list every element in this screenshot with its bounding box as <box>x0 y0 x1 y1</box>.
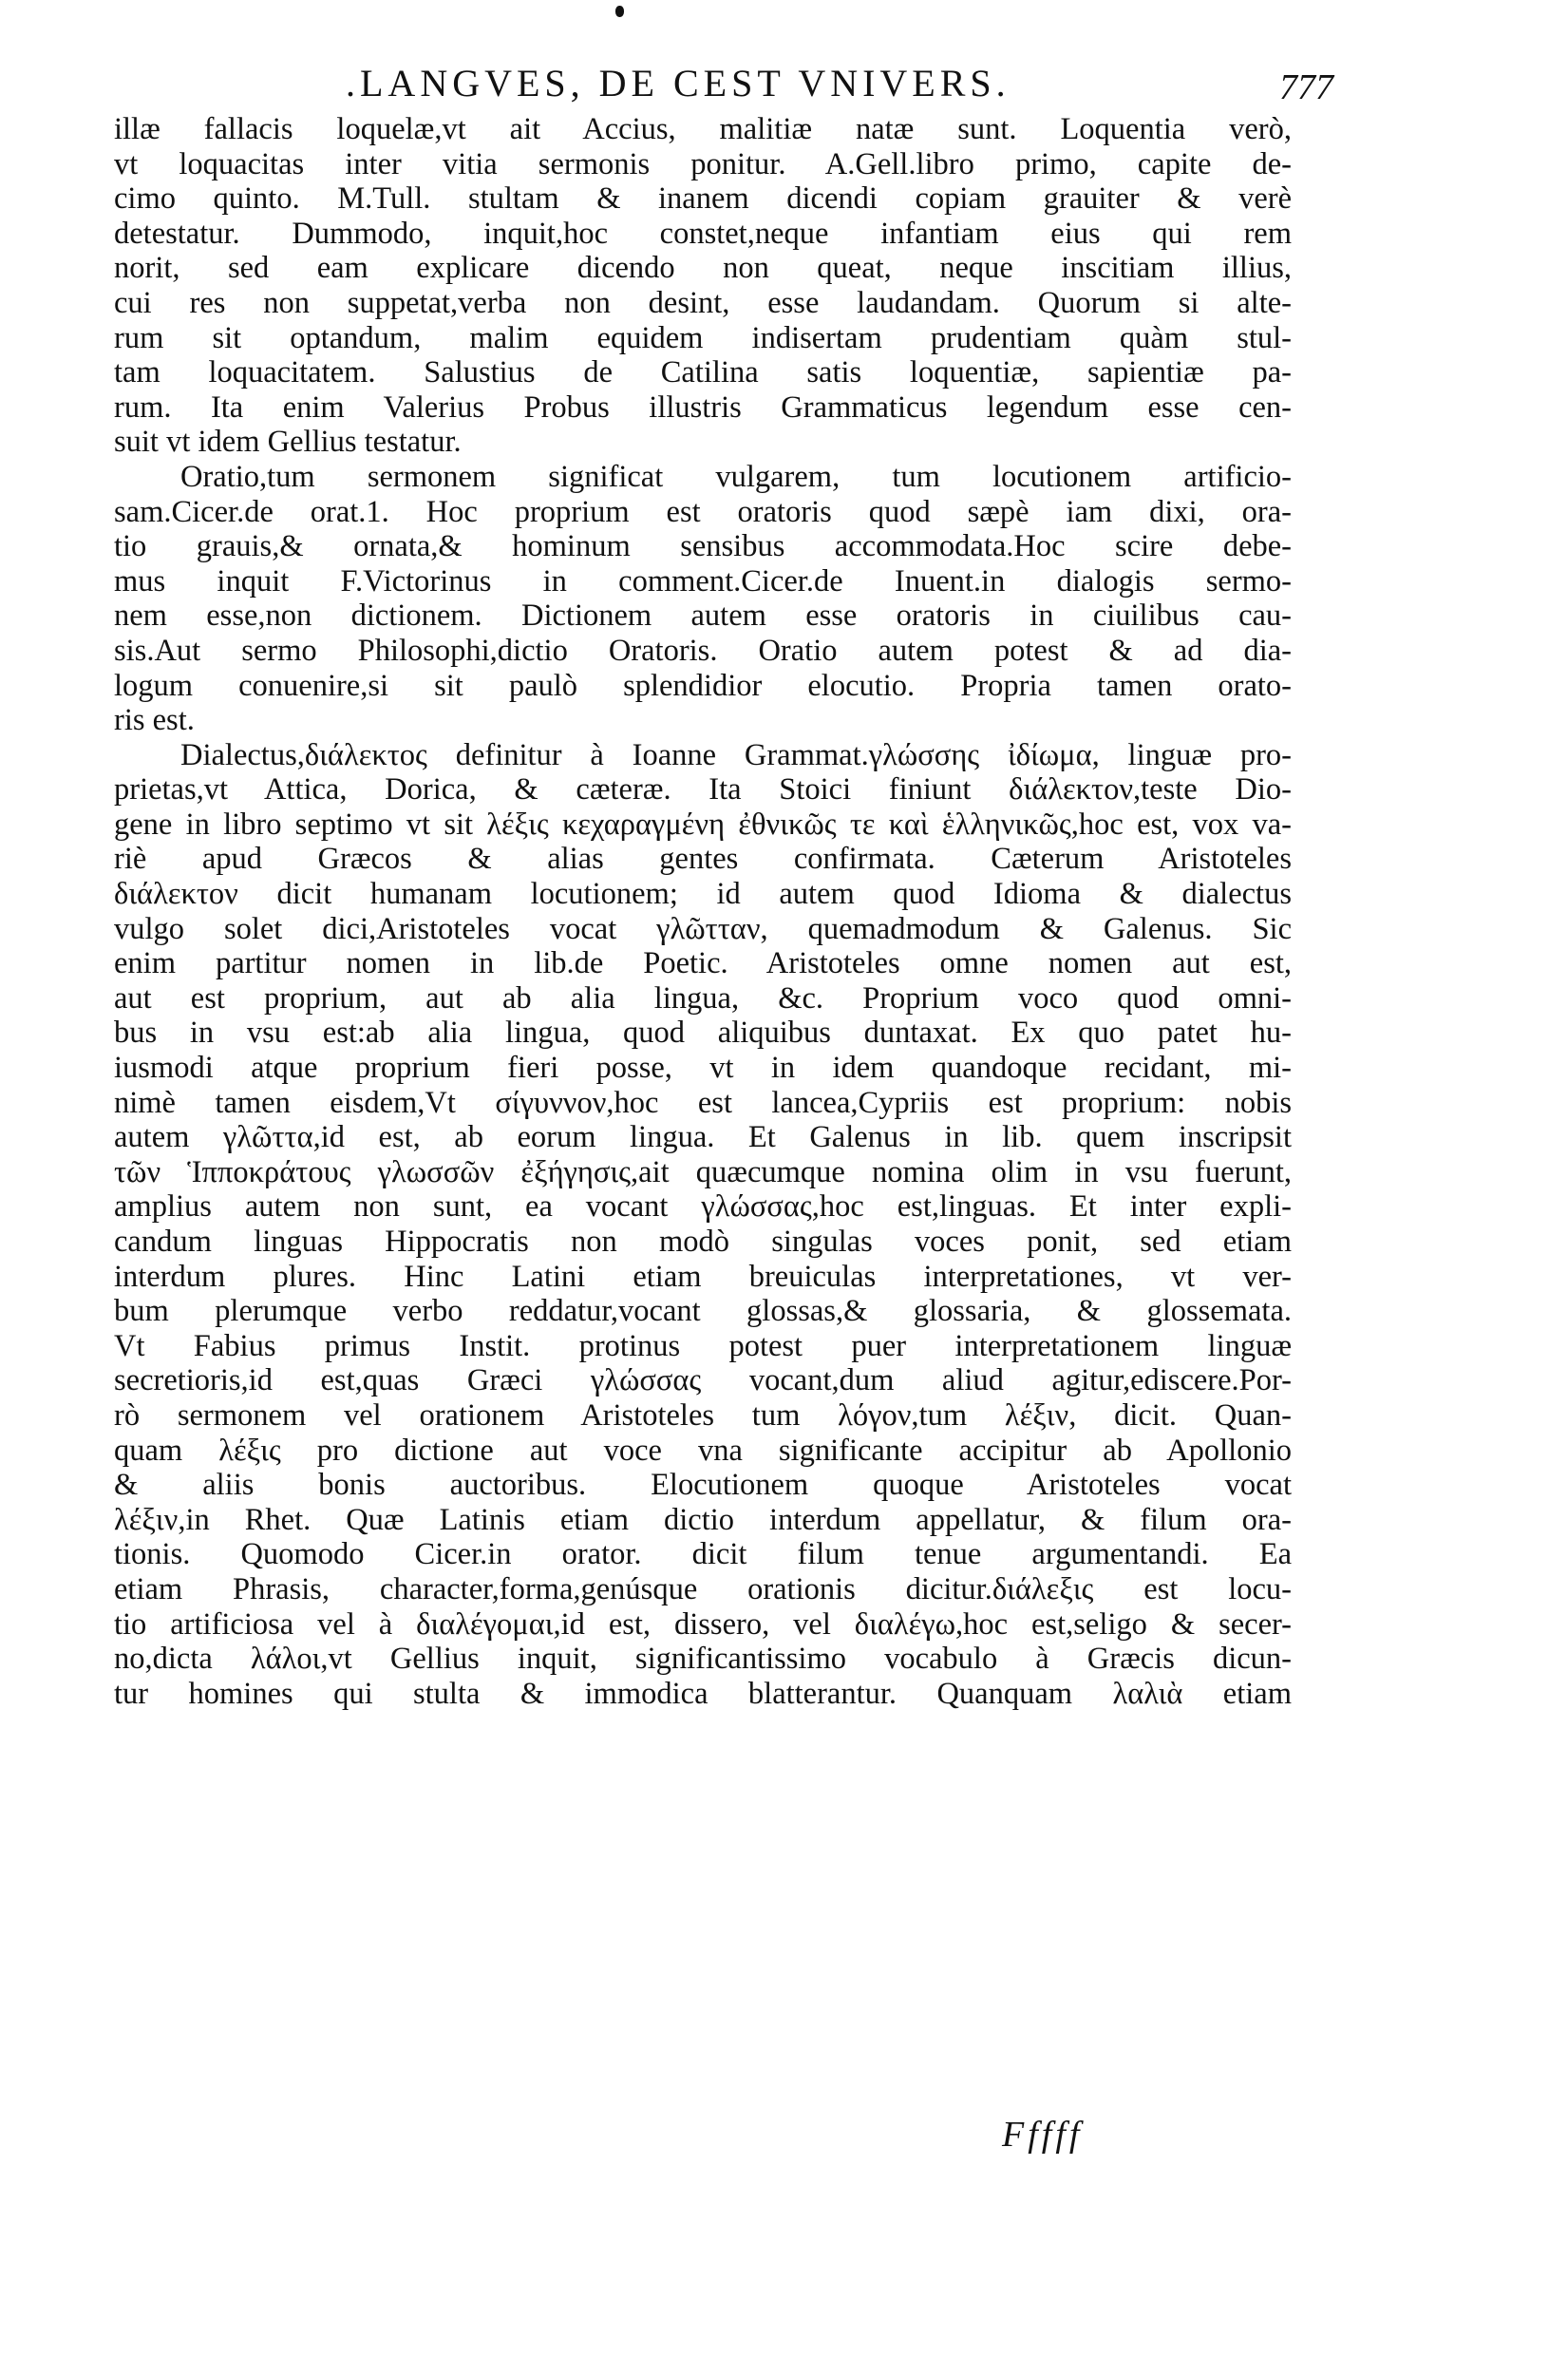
text-line: enim partitur nomen in lib.de Poetic. Aristoteles omne nomen aut est, <box>114 946 1292 981</box>
text-line: riè apud Græcos & alias gentes confirmata. Cæterum Aristoteles <box>114 842 1292 877</box>
text-line: ris est. <box>114 703 195 738</box>
body-text <box>114 112 1292 1711</box>
text-line: sam.Cicer.de orat.1. Hoc proprium est oratoris quod sæpè iam dixi, ora- <box>114 494 1292 529</box>
text-line: prietas,vt Attica, Dorica, & cæteræ. Ita Stoici finiunt διάλεκτον,teste Dio- <box>114 772 1292 808</box>
text-line: gene in libro septimo vt sit λέξις κεχαραγμένη ἐθνικῶς τε καὶ ἑλληνικῶς,hoc est, vox va- <box>114 807 1292 842</box>
text-line: secretioris,id est,quas Græci γλώσσας vocant,dum aliud agitur,ediscere.Por- <box>114 1363 1292 1398</box>
text-line: iusmodi atque proprium fieri posse, vt in idem quandoque recidant, mi- <box>114 1051 1292 1086</box>
text-line: norit, sed eam explicare dicendo non queat, neque inscitiam illius, <box>114 251 1292 286</box>
text-line: suit vt idem Gellius testatur. <box>114 425 462 460</box>
text-line: vt loquacitas inter vitia sermonis ponitur. A.Gell.libro primo, capite de- <box>114 146 1292 181</box>
text-line: sis.Aut sermo Philosophi,dictio Oratoris. Oratio autem potest & ad dia- <box>114 633 1292 668</box>
text-line: rum sit optandum, malim equidem indisertam prudentiam quàm stul- <box>114 320 1292 355</box>
text-line: cui res non suppetat,verba non desint, esse laudandam. Quorum si alte- <box>114 285 1292 320</box>
text-line: cimo quinto. M.Tull. stultam & inanem dicendi copiam grauiter & verè <box>114 181 1292 217</box>
text-line: Dialectus,διάλεκτος definitur à Ioanne Grammat.γλώσσης ἰδίωμα, linguæ pro- <box>180 737 1292 772</box>
signature-mark: Fffff <box>1002 2115 1084 2155</box>
text-line: interdum plures. Hinc Latini etiam breuiculas interpretationes, vt ver- <box>114 1259 1292 1294</box>
text-line: autem γλῶττα,id est, ab eorum lingua. Et Galenus in lib. quem inscripsit <box>114 1120 1292 1155</box>
text-line: candum linguas Hippocratis non modò singulas voces ponit, sed etiam <box>114 1225 1292 1259</box>
text-line: rò sermonem vel orationem Aristoteles tum λόγον,tum λέξιν, dicit. Quan- <box>114 1397 1292 1433</box>
text-line: bum plerumque verbo reddatur,vocant glossas,& glossaria, & glossemata. <box>114 1294 1292 1329</box>
text-line: amplius autem non sunt, ea vocant γλώσσας,hoc est,linguas. Et inter expli- <box>114 1189 1292 1225</box>
running-title: .LANGVES, DE CEST VNIVERS. <box>346 62 1011 104</box>
text-line: tio grauis,& ornata,& hominum sensibus accommodata.Hoc scire debe- <box>114 529 1292 564</box>
page-number: 777 <box>1279 67 1333 107</box>
text-line: rum. Ita enim Valerius Probus illustris Grammaticus legendum esse cen- <box>114 390 1292 425</box>
text-line: λέξιν,in Rhet. Quæ Latinis etiam dictio interdum appellatur, & filum ora- <box>114 1502 1292 1537</box>
text-line: mus inquit F.Victorinus in comment.Cicer.de Inuent.in dialogis sermo- <box>114 563 1292 598</box>
text-line: nem esse,non dictionem. Dictionem autem esse oratoris in ciuilibus cau- <box>114 598 1292 634</box>
text-line: tionis. Quomodo Cicer.in orator. dicit filum tenue argumentandi. Ea <box>114 1537 1292 1572</box>
text-line: aut est proprium, aut ab alia lingua, &c. Proprium voco quod omni- <box>114 980 1292 1016</box>
text-line: τῶν Ἱπποκράτους γλωσσῶν ἐξήγησις,ait quæcumque nomina olim in vsu fuerunt, <box>114 1154 1292 1189</box>
text-line: no,dicta λάλοι,vt Gellius inquit, significantissimo vocabulo à Græcis dicun- <box>114 1642 1292 1677</box>
text-line: vulgo solet dici,Aristoteles vocat γλῶτταν, quemadmodum & Galenus. Sic <box>114 911 1292 946</box>
text-line: logum conuenire,si sit paulò splendidior elocutio. Propria tamen orato- <box>114 668 1292 703</box>
text-line: διάλεκτον dicit humanam locutionem; id autem quod Idioma & dialectus <box>114 877 1292 912</box>
text-line: bus in vsu est:ab alia lingua, quod aliquibus duntaxat. Ex quo patet hu- <box>114 1016 1292 1051</box>
text-line: tam loquacitatem. Salustius de Catilina satis loquentiæ, sapientiæ pa- <box>114 355 1292 390</box>
text-line: detestatur. Dummodo, inquit,hoc constet,neque infantiam eius qui rem <box>114 216 1292 251</box>
text-line: quam λέξις pro dictione aut voce vna significante accipitur ab Apollonio <box>114 1433 1292 1468</box>
text-line: Vt Fabius primus Instit. protinus potest puer interpretationem linguæ <box>114 1328 1292 1363</box>
text-line: etiam Phrasis, character,forma,genúsque orationis dicitur.διάλεξις est locu- <box>114 1571 1292 1606</box>
text-line: tur homines qui stulta & immodica blatterantur. Quanquam λαλιὰ etiam <box>114 1676 1292 1711</box>
text-line: tio artificiosa vel à διαλέγομαι,id est, dissero, vel διαλέγω,hoc est,seligo & secer- <box>114 1606 1292 1642</box>
text-line: Oratio,tum sermonem significat vulgarem, tum locutionem artificio- <box>180 459 1292 494</box>
text-line: & aliis bonis auctoribus. Elocutionem quoque Aristoteles vocat <box>114 1468 1292 1503</box>
text-line: illæ fallacis loquelæ,vt ait Accius, malitiæ natæ sunt. Loquentia verò, <box>114 112 1292 146</box>
text-line: nimè tamen eisdem,Vt σίγυννον,hoc est lancea,Cypriis est proprium: nobis <box>114 1085 1292 1120</box>
page-header <box>346 55 1333 112</box>
ink-mark <box>615 6 624 17</box>
